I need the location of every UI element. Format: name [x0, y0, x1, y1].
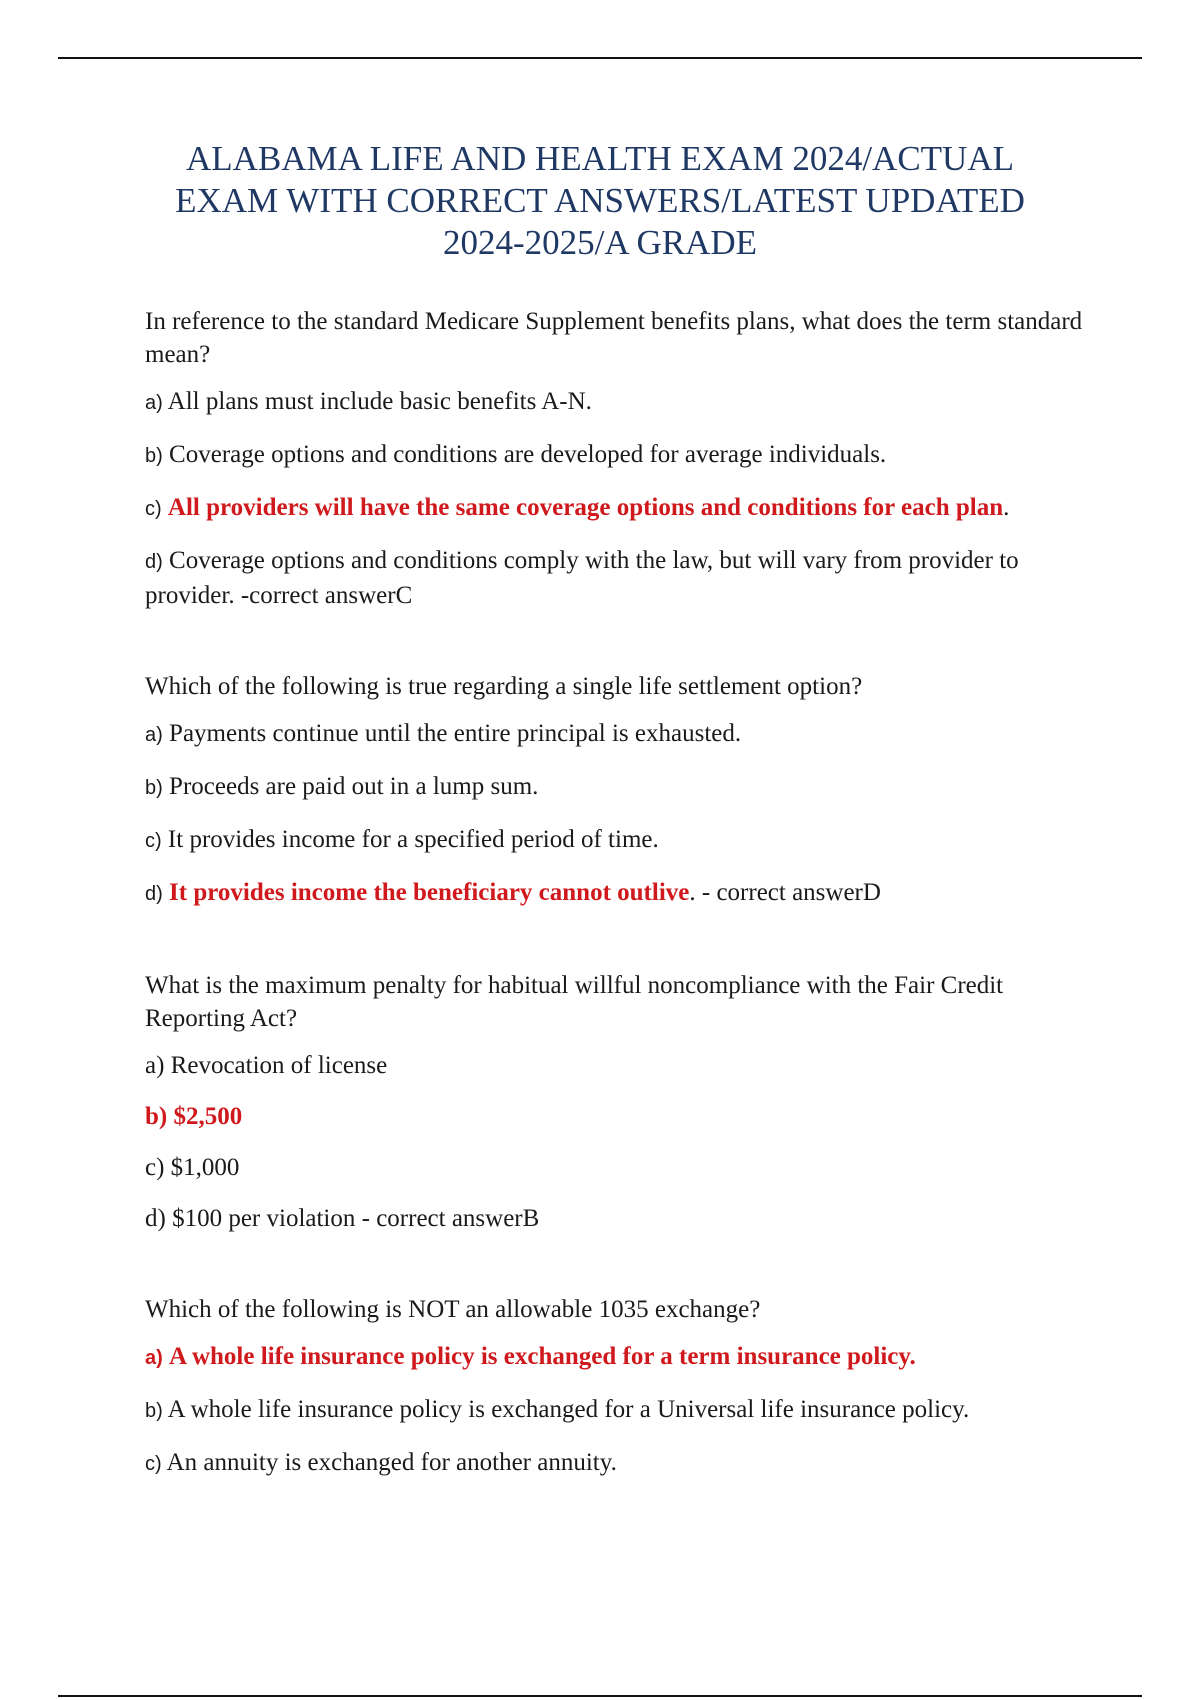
document-body [145, 305, 1100, 1539]
top-rule [58, 57, 1142, 59]
question-block-3 [145, 969, 1100, 1235]
option-c [145, 823, 1100, 858]
title-line-2: EXAM WITH CORRECT ANSWERS/LATEST UPDATED [175, 181, 1025, 220]
question-block-4 [145, 1293, 1100, 1481]
option-tail: . [1003, 494, 1010, 521]
option-text: Coverage options and conditions comply with the law, but will vary from provider to provider. -correct answerC [145, 547, 1019, 609]
option-marker: c) [145, 830, 162, 852]
option-a: a) Revocation of license [145, 1052, 388, 1079]
option-text: Coverage options and conditions are developed for average individuals. [169, 441, 887, 468]
question-text: What is the maximum penalty for habitual willful noncompliance with the Fair Credit Reporting Act? [145, 972, 1004, 1032]
question-text: Which of the following is NOT an allowable 1035 exchange? [145, 1296, 761, 1323]
option-b [145, 438, 1100, 473]
option-a-correct [145, 1340, 1100, 1375]
option-b [145, 770, 1100, 805]
option-c-correct [145, 491, 1100, 526]
bottom-rule [58, 1695, 1142, 1697]
option-d: d) $100 per violation - correct answerB [145, 1205, 540, 1232]
option-text: Payments continue until the entire principal is exhausted. [169, 720, 742, 747]
option-text: A whole life insurance policy is exchanged for a Universal life insurance policy. [167, 1396, 970, 1423]
correct-option-text: It provides income the beneficiary cannot outlive [169, 879, 690, 906]
option-marker: a) [145, 392, 163, 414]
option-marker: c) [145, 498, 162, 520]
option-marker: b) [145, 1400, 163, 1422]
option-marker: a) [145, 1347, 163, 1369]
option-marker: d) [145, 551, 163, 573]
option-marker: d) [145, 883, 163, 905]
document-title [120, 138, 1080, 264]
question-block-1 [145, 305, 1100, 612]
option-text: It provides income for a specified period of time. [167, 826, 659, 853]
option-text: Proceeds are paid out in a lump sum. [169, 773, 539, 800]
option-marker: b) [145, 777, 163, 799]
option-marker: b) [145, 445, 163, 467]
option-text: An annuity is exchanged for another annuity. [166, 1449, 617, 1476]
title-line-3: 2024-2025/A GRADE [442, 223, 758, 262]
option-a [145, 385, 1100, 420]
option-d-correct [145, 876, 1100, 911]
option-tail: . - correct answerD [689, 879, 881, 906]
correct-option-text: All providers will have the same coverage options and conditions for each plan [167, 494, 1004, 521]
title-line-1: ALABAMA LIFE AND HEALTH EXAM 2024/ACTUAL [185, 139, 1014, 178]
correct-option-text: A whole life insurance policy is exchanged for a term insurance policy. [169, 1343, 916, 1370]
option-text: All plans must include basic benefits A-N. [167, 388, 592, 415]
question-text: Which of the following is true regarding a single life settlement option? [145, 673, 863, 700]
option-c: c) $1,000 [145, 1154, 240, 1181]
option-b-correct: b) $2,500 [145, 1103, 243, 1130]
option-marker: a) [145, 724, 163, 746]
question-block-2 [145, 670, 1100, 911]
option-d [145, 544, 1100, 612]
option-b [145, 1393, 1100, 1428]
option-c [145, 1446, 1100, 1481]
option-a [145, 717, 1100, 752]
question-text: In reference to the standard Medicare Supplement benefits plans, what does the term standard mean? [145, 308, 1083, 368]
option-marker: c) [145, 1453, 162, 1475]
